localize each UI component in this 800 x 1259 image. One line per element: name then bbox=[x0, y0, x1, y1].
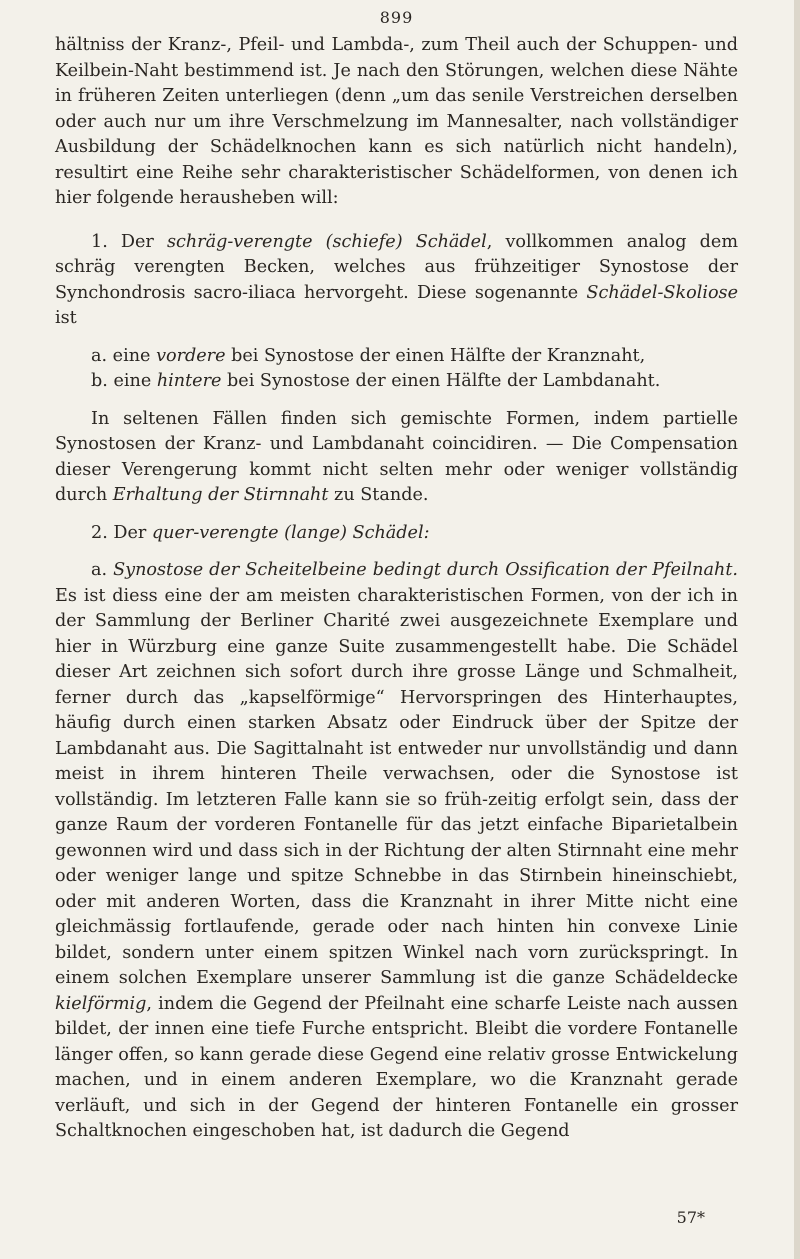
emphasis-text: Schädel-Skoliose bbox=[586, 282, 738, 303]
emphasis-text: hintere bbox=[156, 371, 222, 391]
spacer bbox=[55, 212, 738, 230]
paragraph-text: a. bbox=[91, 560, 114, 580]
list-item-b bbox=[55, 369, 738, 395]
emphasis-text: schräg-verengte (schiefe) Schädel bbox=[166, 231, 487, 252]
paragraph-synostose-scheitelbeine bbox=[55, 558, 738, 1145]
page-edge bbox=[794, 0, 800, 1259]
emphasis-text: Synostose der Scheitelbeine bedingt durch Ossification der Pfeilnaht. bbox=[113, 560, 738, 580]
paragraph-text: In seltenen Fällen finden sich gemischte Formen, indem partielle Synostosen der Kranz- und Lambdanaht coincidiren. — Die Compensation dieser Verengerung kommt nicht selten mehr oder weniger vollständig durch bbox=[55, 408, 738, 505]
paragraph-text: ist bbox=[55, 308, 77, 328]
emphasis-text: quer-verengte (lange) Schädel: bbox=[151, 522, 430, 543]
paragraph-intro bbox=[55, 33, 738, 212]
paragraph-text: Es ist diess eine der am meisten charakteristischen Formen, von der ich in der Sammlung der Berliner Charité zwei ausgezeichnete Exemplare und hier in Würzburg eine ganze Suite zusammengestellt habe. Die Schädel dieser Art zeichnen sich sofort durch ihre grosse Länge und Schmalheit, ferner durch das „kapselförmige“ Hervorspringen des Hinterhauptes, häufig durch einen starken Absatz oder Eindruck über der Spitze der Lambdanaht aus. Die Sagittalnaht ist entweder nur unvollständig und dann meist in ihrem hinteren Theile verwachsen, oder die Synostose ist vollständig. Im letzteren Falle kann sie so früh-zeitig erfolgt sein, dass der ganze Raum der vorderen Fontanelle für das jetzt einfache Biparietalbein gewonnen wird und dass sich in der Richtung der alten Stirnnaht eine mehr oder weniger lange und spitze Schnebbe in das Stirnbein hineinschiebt, oder mit anderen Worten, dass die Kranznaht in ihrer Mitte nicht eine gleichmässig fortlaufende, gerade oder nach hinten hin convexe Linie bildet, sondern unter einem spitzen Winkel nach vorn zurückspringt. In einem solchen Exemplare unserer Sammlung ist die ganze Schädeldecke bbox=[55, 585, 738, 988]
list-text: a. eine bbox=[91, 345, 157, 366]
emphasis-text: kielförmig bbox=[55, 993, 147, 1014]
heading-text: 2. Der bbox=[91, 522, 152, 543]
list-item-a bbox=[55, 344, 738, 370]
paragraph-mixed-forms bbox=[55, 407, 738, 509]
paragraph-text: , vollkommen analog dem schräg verengten Becken, welches aus frühzeitiger Synostose der Synchondrosis sacro-iliaca hervorgeht. Diese sogenannte bbox=[55, 231, 739, 303]
list-text: b. eine bbox=[91, 371, 157, 391]
paragraph-text: 1. Der bbox=[91, 231, 167, 252]
paragraph-text: , indem die Gegend der Pfeilnaht eine scharfe Leiste nach aussen bildet, der innen eine tiefe Furche entspricht. Bleibt die vordere Fontanelle länger offen, so kann gerade diese Gegend eine relativ grosse Entwickelung machen, und in einem anderen Exemplare, wo die Kranznaht gerade verläuft, und sich in der Gegend der hinteren Fontanelle ein grosser Schaltknochen eingeschoben hat, ist dadurch die Gegend bbox=[55, 993, 738, 1141]
list-text: bei Synostose der einen Hälfte der Lambdanaht. bbox=[221, 371, 661, 391]
spacer bbox=[55, 509, 738, 521]
page-number: 899 bbox=[379, 8, 414, 27]
spacer bbox=[55, 332, 738, 344]
paragraph-text: zu Stande. bbox=[328, 485, 429, 505]
spacer bbox=[55, 395, 738, 407]
emphasis-text: vordere bbox=[156, 345, 226, 366]
paragraph-text: hältniss der Kranz-, Pfeil- und Lambda-, zum Theil auch der Schuppen- und Keilbein-Naht bestimmend ist. Je nach den Störungen, welchen diese Nähte in früheren Zeiten unterliegen (denn „um das senile Verstreichen derselben oder auch nur um ihre Verschmelzung im Mannesalter, nach vollständiger Ausbildung der Schädelknochen kann es sich natürlich nicht handeln), resultirt eine Reihe sehr charakteristischer Schädelformen, von denen ich hier folgende herausheben will: bbox=[55, 35, 738, 208]
spacer bbox=[55, 546, 738, 558]
list-text: bei Synostose der einen Hälfte der Kranznaht, bbox=[225, 345, 646, 366]
paragraph-skoliose bbox=[55, 230, 738, 332]
emphasis-text: Erhaltung der Stirnnaht bbox=[112, 485, 329, 505]
signature-mark: 57* bbox=[676, 1208, 705, 1227]
section-heading-2 bbox=[55, 521, 738, 547]
